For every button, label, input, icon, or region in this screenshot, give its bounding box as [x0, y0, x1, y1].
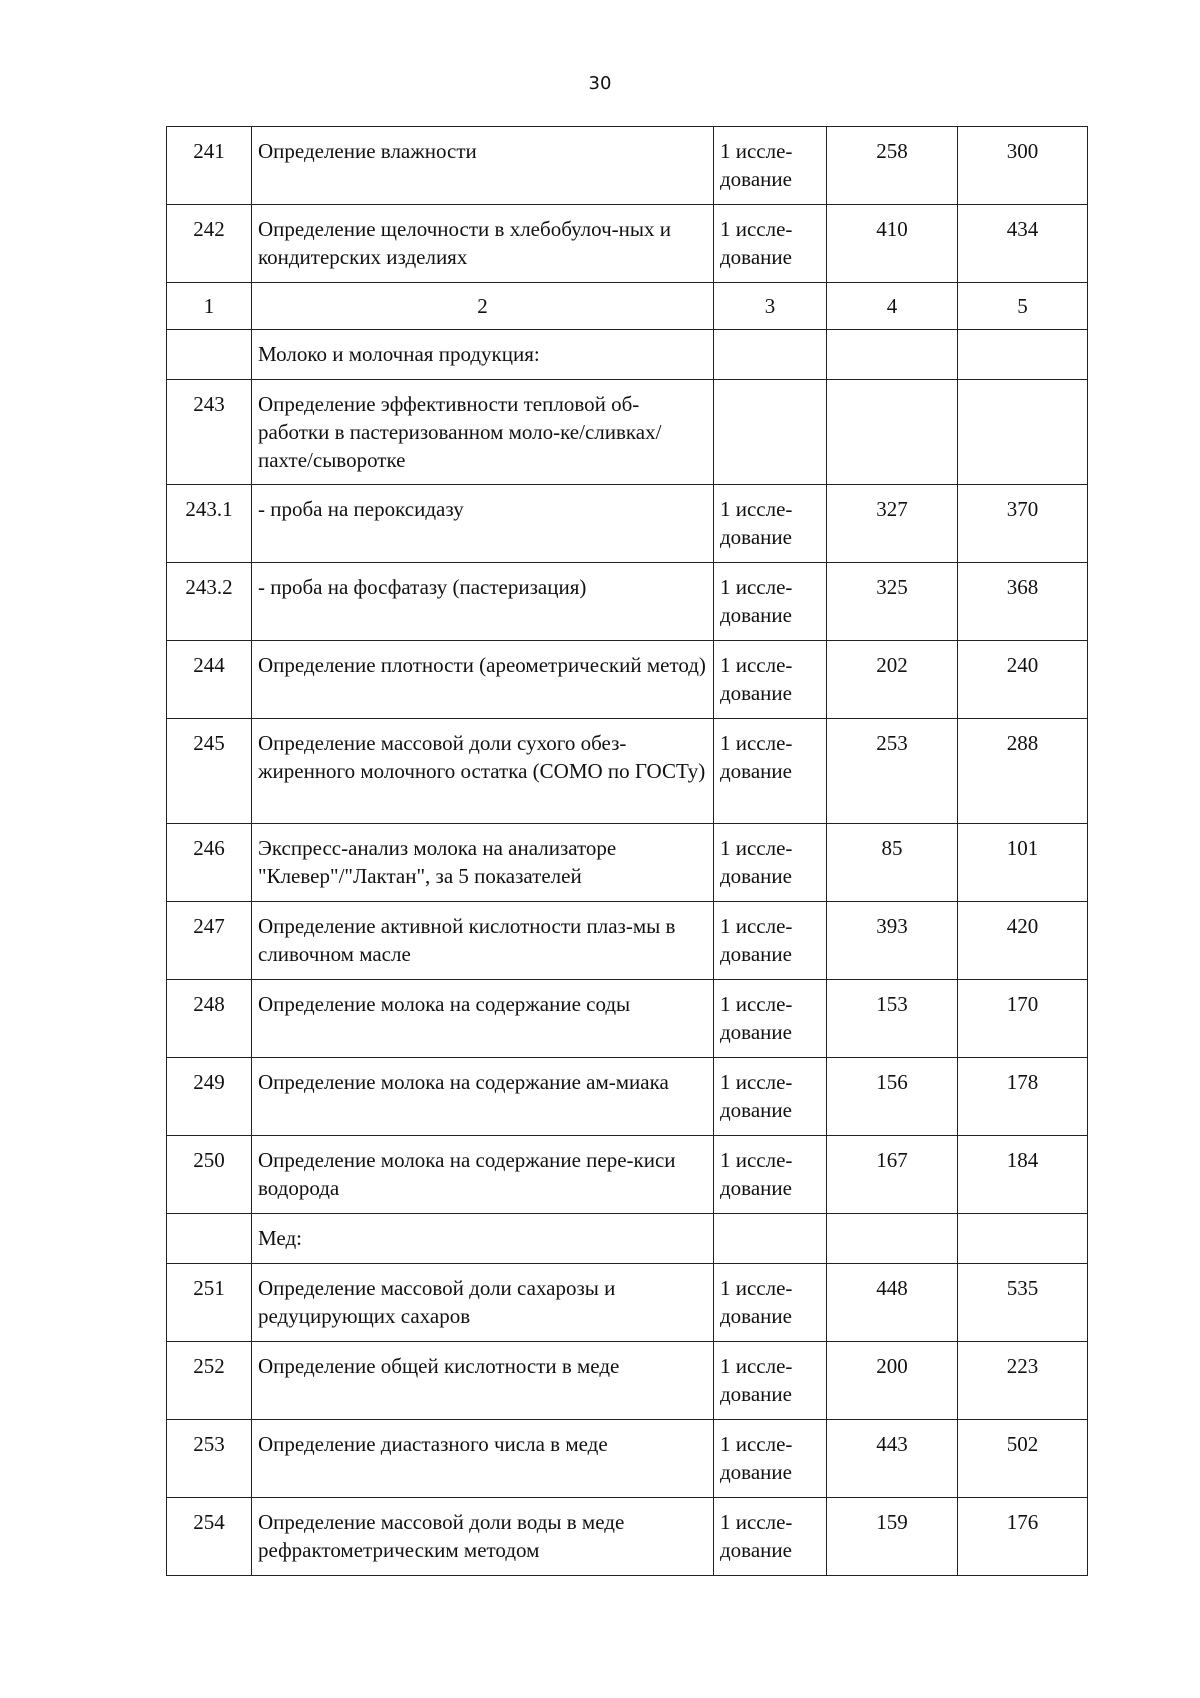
row-number: 245 — [167, 719, 252, 824]
table-row — [167, 824, 1088, 902]
unit-cell: 1 иссле-дование — [714, 980, 827, 1058]
service-name: Определение влажности — [252, 127, 714, 205]
price-cell: 85 — [827, 824, 958, 902]
unit-cell: 1 иссле-дование — [714, 1136, 827, 1214]
unit-cell: 1 иссле-дование — [714, 205, 827, 283]
row-number: 248 — [167, 980, 252, 1058]
price-with-tax-cell: 368 — [958, 563, 1088, 641]
table-row — [167, 1264, 1088, 1342]
service-name: Экспресс-анализ молока на анализаторе "Клевер"/"Лактан", за 5 показателей — [252, 824, 714, 902]
price-with-tax-cell: 223 — [958, 1342, 1088, 1420]
section-title: Молоко и молочная продукция: — [252, 330, 714, 380]
row-number: 243.2 — [167, 563, 252, 641]
price-cell: 200 — [827, 1342, 958, 1420]
price-with-tax-cell: 184 — [958, 1136, 1088, 1214]
row-number: 249 — [167, 1058, 252, 1136]
price-with-tax-cell: 176 — [958, 1498, 1088, 1576]
table-row — [167, 1058, 1088, 1136]
unit-cell: 1 иссле-дование — [714, 1420, 827, 1498]
row-number: 247 — [167, 902, 252, 980]
price-with-tax-cell: 370 — [958, 485, 1088, 563]
service-name: Определение массовой доли сахарозы и редуцирующих сахаров — [252, 1264, 714, 1342]
unit-cell — [714, 1214, 827, 1264]
table-row — [167, 380, 1088, 485]
column-number: 1 — [167, 283, 252, 330]
table-row — [167, 980, 1088, 1058]
unit-cell: 1 иссле-дование — [714, 719, 827, 824]
price-cell: 167 — [827, 1136, 958, 1214]
price-cell: 410 — [827, 205, 958, 283]
price-cell: 448 — [827, 1264, 958, 1342]
section-row — [167, 330, 1088, 380]
price-with-tax-cell: 101 — [958, 824, 1088, 902]
row-number: 254 — [167, 1498, 252, 1576]
unit-cell: 1 иссле-дование — [714, 563, 827, 641]
price-cell — [827, 380, 958, 485]
page-number: 30 — [588, 73, 612, 94]
price-with-tax-cell: 300 — [958, 127, 1088, 205]
table-row — [167, 127, 1088, 205]
service-name: Определение молока на содержание соды — [252, 980, 714, 1058]
table-row — [167, 1498, 1088, 1576]
unit-cell: 1 иссле-дование — [714, 824, 827, 902]
section-row — [167, 1214, 1088, 1264]
row-number — [167, 1214, 252, 1264]
row-number — [167, 330, 252, 380]
price-cell: 258 — [827, 127, 958, 205]
unit-cell: 1 иссле-дование — [714, 127, 827, 205]
unit-cell: 1 иссле-дование — [714, 1264, 827, 1342]
service-name: - проба на фосфатазу (пастеризация) — [252, 563, 714, 641]
unit-cell: 1 иссле-дование — [714, 1498, 827, 1576]
service-name: Определение массовой доли воды в меде рефрактометрическим методом — [252, 1498, 714, 1576]
price-cell — [827, 330, 958, 380]
price-with-tax-cell: 502 — [958, 1420, 1088, 1498]
price-cell: 156 — [827, 1058, 958, 1136]
price-with-tax-cell: 434 — [958, 205, 1088, 283]
price-cell: 153 — [827, 980, 958, 1058]
price-with-tax-cell: 288 — [958, 719, 1088, 824]
row-number: 253 — [167, 1420, 252, 1498]
row-number: 250 — [167, 1136, 252, 1214]
service-name: Определение эффективности тепловой об-работки в пастеризованном моло-ке/сливках/пахте/сыворотке — [252, 380, 714, 485]
price-with-tax-cell: 170 — [958, 980, 1088, 1058]
service-name: Определение диастазного числа в меде — [252, 1420, 714, 1498]
row-number: 244 — [167, 641, 252, 719]
price-cell: 202 — [827, 641, 958, 719]
column-number: 2 — [252, 283, 714, 330]
service-name: Определение массовой доли сухого обез-жиренного молочного остатка (СОМО по ГОСТу) — [252, 719, 714, 824]
price-with-tax-cell: 178 — [958, 1058, 1088, 1136]
service-name: - проба на пероксидазу — [252, 485, 714, 563]
table-row — [167, 902, 1088, 980]
table-row — [167, 205, 1088, 283]
price-cell: 443 — [827, 1420, 958, 1498]
section-title: Мед: — [252, 1214, 714, 1264]
row-number: 243.1 — [167, 485, 252, 563]
service-name: Определение плотности (ареометрический метод) — [252, 641, 714, 719]
row-number: 242 — [167, 205, 252, 283]
price-with-tax-cell — [958, 380, 1088, 485]
table-row — [167, 563, 1088, 641]
column-number: 4 — [827, 283, 958, 330]
row-number: 246 — [167, 824, 252, 902]
table-row — [167, 1136, 1088, 1214]
row-number: 251 — [167, 1264, 252, 1342]
unit-cell: 1 иссле-дование — [714, 902, 827, 980]
unit-cell — [714, 380, 827, 485]
price-cell: 159 — [827, 1498, 958, 1576]
price-cell — [827, 1214, 958, 1264]
price-cell: 393 — [827, 902, 958, 980]
unit-cell: 1 иссле-дование — [714, 1058, 827, 1136]
row-number: 241 — [167, 127, 252, 205]
unit-cell: 1 иссле-дование — [714, 485, 827, 563]
price-cell: 253 — [827, 719, 958, 824]
service-name: Определение щелочности в хлебобулоч-ных и кондитерских изделиях — [252, 205, 714, 283]
service-name: Определение активной кислотности плаз-мы в сливочном масле — [252, 902, 714, 980]
table-row — [167, 1342, 1088, 1420]
service-name: Определение общей кислотности в меде — [252, 1342, 714, 1420]
price-with-tax-cell — [958, 1214, 1088, 1264]
column-number: 5 — [958, 283, 1088, 330]
price-cell: 325 — [827, 563, 958, 641]
column-number-row — [167, 283, 1088, 330]
price-table — [166, 126, 1088, 1576]
unit-cell: 1 иссле-дование — [714, 1342, 827, 1420]
row-number: 252 — [167, 1342, 252, 1420]
price-with-tax-cell: 420 — [958, 902, 1088, 980]
table-row — [167, 719, 1088, 824]
row-number: 243 — [167, 380, 252, 485]
service-name: Определение молока на содержание пере-киси водорода — [252, 1136, 714, 1214]
price-with-tax-cell: 240 — [958, 641, 1088, 719]
price-cell: 327 — [827, 485, 958, 563]
table-row — [167, 641, 1088, 719]
price-with-tax-cell — [958, 330, 1088, 380]
price-with-tax-cell: 535 — [958, 1264, 1088, 1342]
unit-cell — [714, 330, 827, 380]
unit-cell: 1 иссле-дование — [714, 641, 827, 719]
column-number: 3 — [714, 283, 827, 330]
service-name: Определение молока на содержание ам-миака — [252, 1058, 714, 1136]
table-row — [167, 1420, 1088, 1498]
table-row — [167, 485, 1088, 563]
